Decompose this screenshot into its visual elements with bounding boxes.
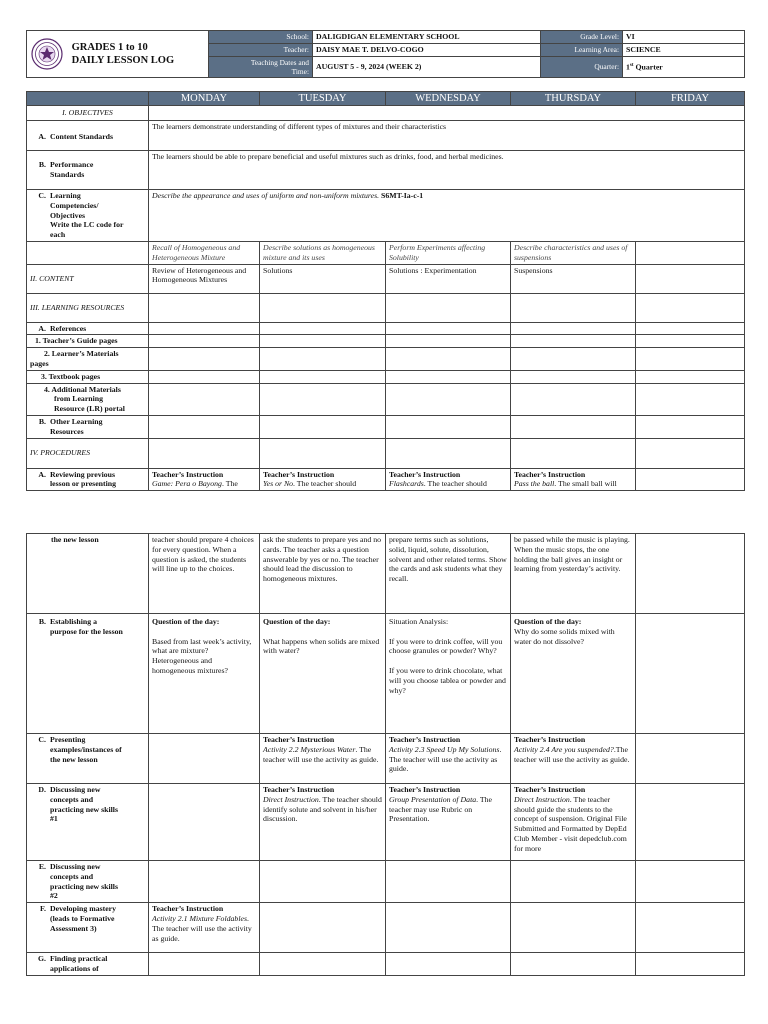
objectives-section: I. OBJECTIVES (27, 106, 149, 121)
content-standards-label: A. Content Standards (27, 121, 149, 151)
performance-standards-label: B. Performance Standards (27, 151, 149, 190)
review-tuesday-start: Teacher’s Instruction Yes or No. The teacher should (260, 468, 386, 491)
discussing-1-tuesday: Teacher’s Instruction Direct Instruction. The teacher should identify solute and solvent in his/her discussion. (260, 784, 386, 861)
content-monday: Review of Heterogeneous and Homogeneous Mixtures (149, 264, 260, 293)
developing-mastery-label: F. Developing mastery (leads to Formative Assessment 3) (27, 903, 149, 953)
learning-competencies-label: C. Learning Competencies/ Objectives Write the LC code for each (27, 190, 149, 242)
presenting-examples-label: C. Presenting examples/instances of the new lesson (27, 734, 149, 784)
review-thursday-start: Teacher’s Instruction Pass the ball. The small ball will (511, 468, 636, 491)
day-header-blank (27, 92, 149, 106)
grade-label: Grade Level: (541, 31, 623, 44)
additional-materials-label: 4. Additional Materials from Learning Resource (LR) portal (27, 383, 149, 415)
title-line-1: GRADES 1 to 10 (71, 42, 148, 53)
topic-wednesday: Perform Experiments affecting Solubility (386, 241, 511, 264)
school-value: DALIGDIGAN ELEMENTARY SCHOOL (313, 31, 541, 44)
mastery-monday: Teacher’s Instruction Activity 2.1 Mixture Foldables. The teacher will use the activity as guide. (149, 903, 260, 953)
learning-resources-section: III. LEARNING RESOURCES (27, 293, 149, 322)
review-thursday-cont: be passed while the music is playing. When the music stops, the one holding the ball gives an insight or learning from yesterday’s activity. (511, 534, 636, 614)
review-monday-start: Teacher’s Instruction Game: Pera o Bayong. The (149, 468, 260, 491)
dates-value: AUGUST 5 - 9, 2024 (WEEK 2) (313, 57, 541, 78)
discussing-concepts-1-label: D. Discussing new concepts and practicing new skills #1 (27, 784, 149, 861)
school-label: School: (209, 31, 313, 44)
review-wednesday-cont: prepare terms such as solutions, solid, liquid, solute, dissolution, solvent and other related terms. Show the cards and ask students what they recall. (386, 534, 511, 614)
topic-monday: Recall of Homogeneous and Heterogeneous Mixture (149, 241, 260, 264)
header-title-cell (27, 31, 209, 78)
area-label: Learning Area: (541, 44, 623, 57)
content-section: II. CONTENT (27, 264, 149, 293)
references-label: A. References (27, 322, 149, 335)
topic-tuesday: Describe solutions as homogeneous mixture and its uses (260, 241, 386, 264)
day-friday: FRIDAY (636, 92, 745, 106)
content-thursday: Suspensions (511, 264, 636, 293)
establishing-purpose-label: B. Establishing a purpose for the lesson (27, 614, 149, 734)
other-resources-label: B. Other Learning Resources (27, 415, 149, 438)
review-wednesday-start: Teacher’s Instruction Flashcards. The teacher should (386, 468, 511, 491)
day-tuesday: TUESDAY (260, 92, 386, 106)
purpose-wednesday: Situation Analysis: If you were to drink coffee, will you choose granules or powder? Why? If you were to drink chocolate, what will you choose tablea or powder and why? (386, 614, 511, 734)
dates-label: Teaching Dates and Time: (209, 57, 313, 78)
header-table (26, 30, 745, 78)
topic-thursday: Describe characteristics and uses of suspensions (511, 241, 636, 264)
procedures-section: IV. PROCEDURES (27, 438, 149, 468)
presenting-tuesday: Teacher’s Instruction Activity 2.2 Mysterious Water. The teacher will use the activity as guide. (260, 734, 386, 784)
purpose-tuesday: Question of the day: What happens when solids are mixed with water? (260, 614, 386, 734)
discussing-1-thursday: Teacher’s Instruction Direct Instruction. The teacher should guide the students to the concept of suspension. Original File Submitted and Formatted by DepEd Club Member - visit depedclub.com for more (511, 784, 636, 861)
presenting-wednesday: Teacher’s Instruction Activity 2.3 Speed Up My Solutions. The teacher will use the activity as guide. (386, 734, 511, 784)
lesson-table-part-2 (26, 533, 745, 976)
review-monday-cont: teacher should prepare 4 choices for every question. When a question is asked, the students will line up to the choices. (149, 534, 260, 614)
practical-applications-label: G. Finding practical applications of (27, 953, 149, 976)
purpose-thursday: Question of the day: Why do some solids mixed with water do not dissolve? (511, 614, 636, 734)
grade-value: VI (623, 31, 745, 44)
quarter-value: 1st Quarter (623, 57, 745, 78)
performance-standards-text: The learners should be able to prepare beneficial and useful mixtures such as drinks, food, and herbal medicines. (149, 151, 745, 190)
title-line-2: DAILY LESSON LOG (71, 55, 175, 66)
lesson-table-part-1 (26, 91, 745, 491)
content-wednesday: Solutions : Experimentation (386, 264, 511, 293)
teacher-label: Teacher: (209, 44, 313, 57)
area-value: SCIENCE (623, 44, 745, 57)
teachers-guide-label: 1. Teacher’s Guide pages (27, 335, 149, 348)
day-monday: MONDAY (149, 92, 260, 106)
discussing-1-wednesday: Teacher’s Instruction Group Presentation of Data. The teacher may use Rubric on Presentation. (386, 784, 511, 861)
content-tuesday: Solutions (260, 264, 386, 293)
learning-competencies-text: Describe the appearance and uses of uniform and non-uniform mixtures. S6MT-Ia-c-1 (149, 190, 745, 242)
presenting-thursday: Teacher’s Instruction Activity 2.4 Are you suspended?.The teacher will use the activity as guide. (511, 734, 636, 784)
review-tuesday-cont: ask the students to prepare yes and no cards. The teacher asks a question answerable by yes or no. The teacher should lead the discussion to homogeneous mixtures. (260, 534, 386, 614)
quarter-label: Quarter: (541, 57, 623, 78)
textbook-pages-label: 3. Textbook pages (27, 370, 149, 383)
deped-seal-icon (31, 38, 63, 70)
purpose-monday: Question of the day: Based from last week’s activity, what are mixture? Heterogeneous and homogeneous mixtures? (149, 614, 260, 734)
content-standards-text: The learners demonstrate understanding of different types of mixtures and their characteristics (149, 121, 745, 151)
reviewing-lesson-label-cont: the new lesson (27, 534, 149, 614)
learners-materials-label: 2. Learner’s Materials pages (27, 348, 149, 371)
day-header-row (27, 92, 745, 106)
teacher-value: DAISY MAE T. DELVO-COGO (313, 44, 541, 57)
day-thursday: THURSDAY (511, 92, 636, 106)
discussing-concepts-2-label: E. Discussing new concepts and practicing new skills #2 (27, 861, 149, 903)
reviewing-lesson-label: A. Reviewing previous lesson or presenting (27, 468, 149, 491)
day-wednesday: WEDNESDAY (386, 92, 511, 106)
